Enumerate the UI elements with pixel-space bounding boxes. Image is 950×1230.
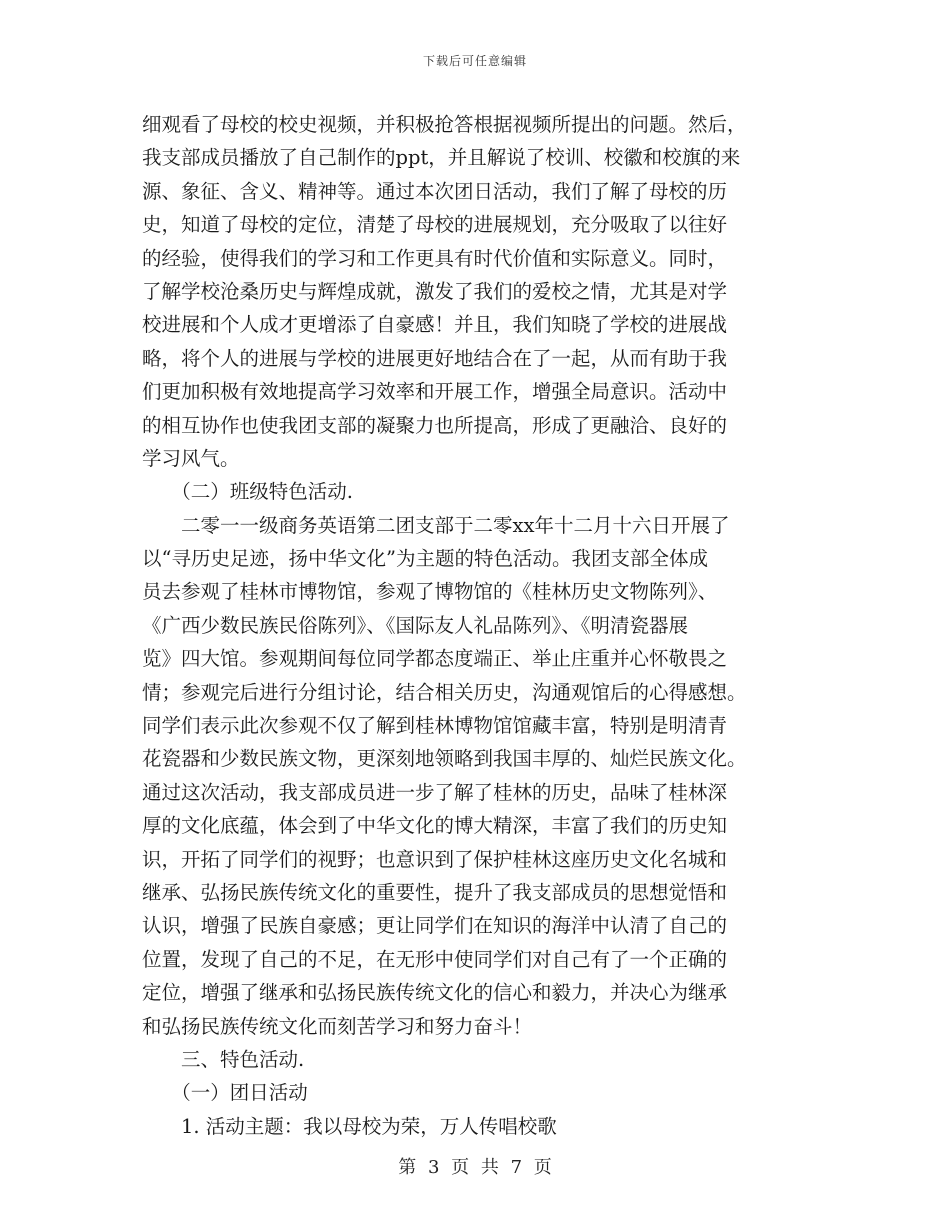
text-line: 位置，发现了自己的不足，在无形中使同学们对自己有了一个正确的 bbox=[142, 947, 728, 971]
text-line: 通过这次活动，我支部成员进一步了解了桂林的历史，品味了桂林深 bbox=[142, 780, 728, 804]
document-body bbox=[142, 108, 810, 1143]
page-footer: 第 3 页 共 7 页 bbox=[398, 1157, 552, 1178]
text-line: 了解学校沧桑历史与辉煌成就，激发了我们的爱校之情，尤其是对学 bbox=[142, 279, 728, 303]
text-line: 定位，增强了继承和弘扬民族传统文化的信心和毅力，并决心为继承 bbox=[142, 981, 728, 1005]
text-line: 继承、弘扬民族传统文化的重要性，提升了我支部成员的思想觉悟和 bbox=[142, 880, 728, 904]
text-line: 花瓷器和少数民族文物，更深刻地领略到我国丰厚的、灿烂民族文化。 bbox=[142, 747, 747, 771]
text-line: 的经验，使得我们的学习和工作更具有时代价值和实际意义。同时， bbox=[142, 246, 728, 270]
text-line: 识，开拓了同学们的视野；也意识到了保护桂林这座历史文化名城和 bbox=[142, 847, 728, 871]
text-line: 情；参观完后进行分组讨论，结合相关历史，沟通观馆后的心得感想。 bbox=[142, 680, 747, 704]
text-line: 细观看了母校的校史视频，并积极抢答根据视频所提出的问题。然后， bbox=[142, 113, 747, 136]
section-heading: （一）团日活动 bbox=[142, 1081, 308, 1105]
text-line: 1. 活动主题：我以母校为荣，万人传唱校歌 bbox=[142, 1114, 557, 1138]
text-line: 同学们表示此次参观不仅了解到桂林博物馆馆藏丰富，特别是明清青 bbox=[142, 714, 728, 738]
text-line: 和弘扬民族传统文化而刻苦学习和努力奋斗！ bbox=[142, 1014, 533, 1038]
text-line: 校进展和个人成才更增添了自豪感！并且，我们知晓了学校的进展战 bbox=[142, 313, 728, 337]
text-line: 二零一一级商务英语第二团支部于二零xx年十二月十六日开展了 bbox=[142, 513, 730, 537]
section-heading: 三、特色活动. bbox=[142, 1047, 305, 1071]
text-line: 史，知道了母校的定位，清楚了母校的进展规划，充分吸取了以往好 bbox=[142, 213, 728, 237]
text-line: 《广西少数民族民俗陈列》、《国际友人礼品陈列》、《明清瓷器展 bbox=[142, 613, 689, 637]
text-line: 们更加积极有效地提高学习效率和开展工作，增强全局意识。活动中 bbox=[142, 380, 728, 404]
text-line: 我支部成员播放了自己制作的ppt，并且解说了校训、校徽和校旗的来 bbox=[142, 146, 741, 170]
page-header: 下载后可任意编辑 bbox=[422, 54, 527, 68]
text-line: 源、象征、含义、精神等。通过本次团日活动，我们了解了母校的历 bbox=[142, 179, 728, 203]
text-line: 以“寻历史足迹，扬中华文化”为主题的特色活动。我团支部全体成 bbox=[142, 547, 708, 571]
text-line: 学习风气。 bbox=[142, 446, 240, 470]
text-line: 略，将个人的进展与学校的进展更好地结合在了一起，从而有助于我 bbox=[142, 346, 728, 370]
text-line: 员去参观了桂林市博物馆，参观了博物馆的《桂林历史文物陈列》、 bbox=[142, 580, 718, 604]
text-line: 的相互协作也使我团支部的凝聚力也所提高，形成了更融洽、良好的 bbox=[142, 413, 728, 437]
section-heading: （二）班级特色活动. bbox=[142, 480, 353, 504]
text-line: 厚的文化底蕴，体会到了中华文化的博大精深，丰富了我们的历史知 bbox=[142, 814, 728, 838]
text-line: 认识，增强了民族自豪感；更让同学们在知识的海洋中认清了自己的 bbox=[142, 914, 728, 938]
text-line: 览》四大馆。参观期间每位同学都态度端正、举止庄重并心怀敬畏之 bbox=[142, 647, 728, 671]
